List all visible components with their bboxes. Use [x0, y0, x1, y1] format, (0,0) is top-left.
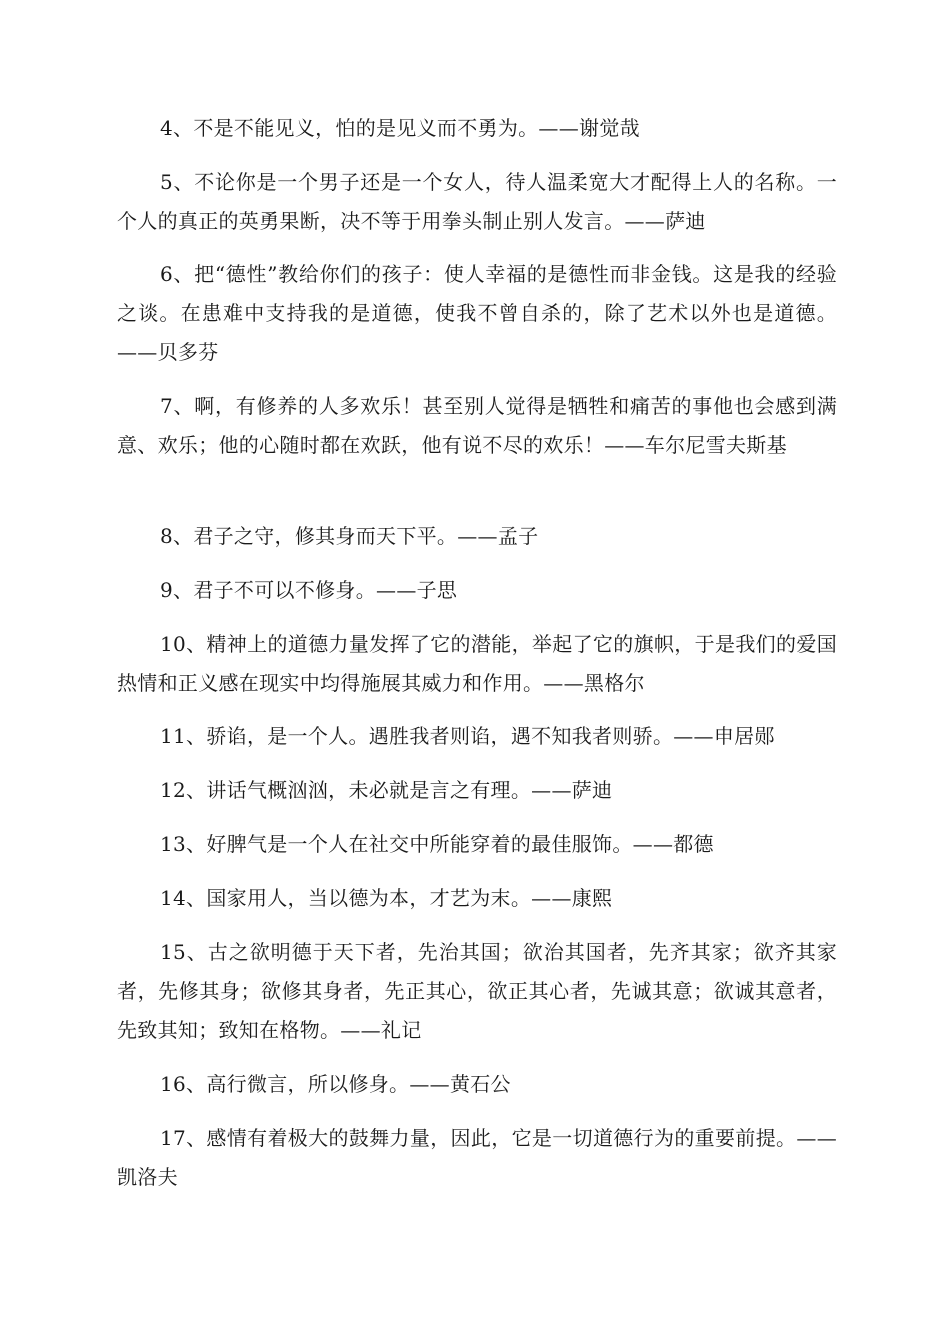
quote-paragraph-7: 7、啊，有修养的人多欢乐！甚至别人觉得是牺牲和痛苦的事他也会感到满意、欢乐；他的心随时都在欢跃，他有说不尽的欢乐！——车尔尼雪夫斯基 [117, 394, 837, 457]
quote-paragraph-13: 13、好脾气是一个人在社交中所能穿着的最佳服饰。——都德 [160, 832, 714, 856]
quote-paragraph-6: 6、把“德性”教给你们的孩子：使人幸福的是德性而非金钱。这是我的经验之谈。在患难中支持我的是道德，使我不曾自杀的，除了艺术以外也是道德。——贝多芬 [117, 262, 837, 364]
quote-paragraph-10: 10、精神上的道德力量发挥了它的潜能，举起了它的旗帜，于是我们的爱国热情和正义感在现实中均得施展其威力和作用。——黑格尔 [117, 632, 837, 695]
quote-paragraph-14: 14、国家用人，当以德为本，才艺为末。——康熙 [160, 886, 613, 910]
quote-paragraph-8: 8、君子之守，修其身而天下平。——孟子 [160, 524, 539, 548]
quote-paragraph-4: 4、不是不能见义，怕的是见义而不勇为。——谢觉哉 [160, 116, 640, 140]
quote-paragraph-17: 17、感情有着极大的鼓舞力量，因此，它是一切道德行为的重要前提。——凯洛夫 [117, 1126, 837, 1189]
quote-paragraph-16: 16、高行微言，所以修身。——黄石公 [160, 1072, 511, 1096]
quote-paragraph-9: 9、君子不可以不修身。——子思 [160, 578, 458, 602]
quote-paragraph-5: 5、不论你是一个男子还是一个女人，待人温柔宽大才配得上人的名称。一个人的真正的英勇果断，决不等于用拳头制止别人发言。——萨迪 [117, 170, 837, 233]
quote-paragraph-15: 15、古之欲明德于天下者，先治其国；欲治其国者，先齐其家；欲齐其家者，先修其身；欲修其身者，先正其心，欲正其心者，先诚其意；欲诚其意者，先致其知；致知在格物。——礼记 [117, 940, 837, 1042]
quote-paragraph-11: 11、骄谄，是一个人。遇胜我者则谄，遇不知我者则骄。——申居郧 [160, 724, 775, 748]
quote-paragraph-12: 12、讲话气概汹汹，未必就是言之有理。——萨迪 [160, 778, 613, 802]
